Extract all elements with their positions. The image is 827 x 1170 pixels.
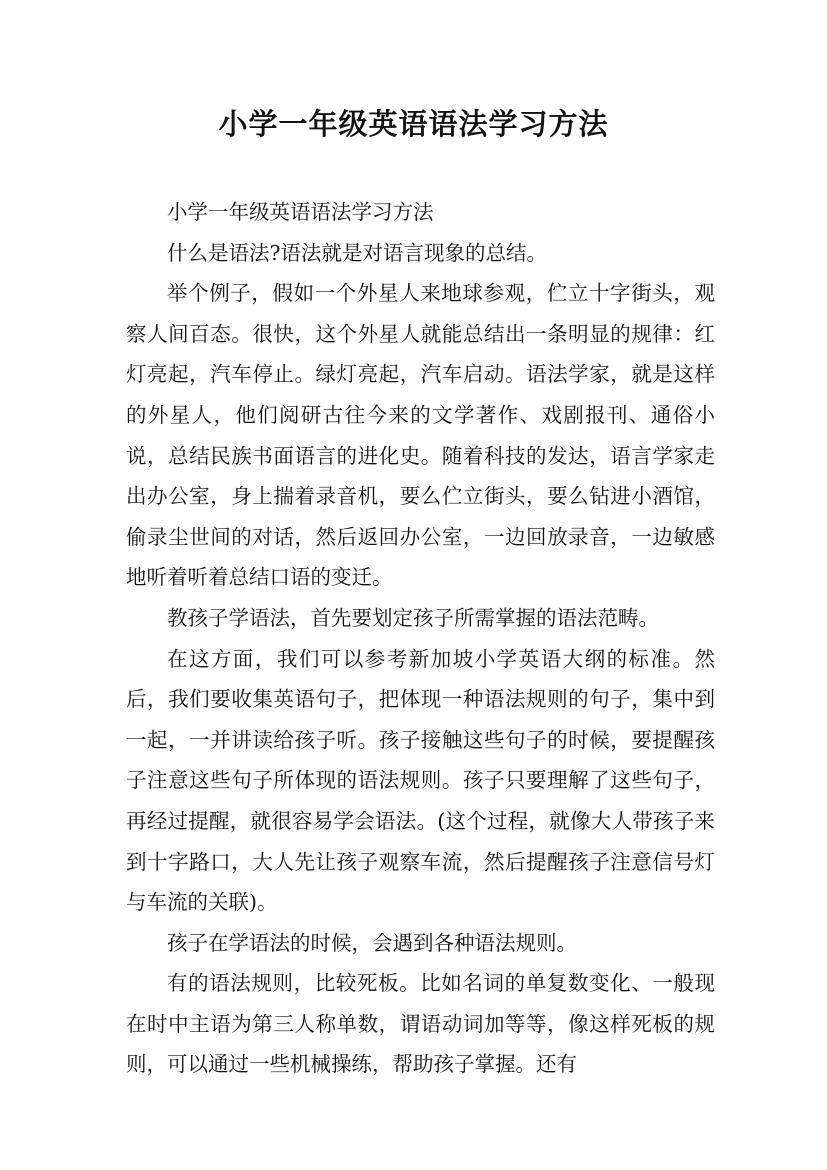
paragraph-singapore-syllabus: 在这方面，我们可以参考新加坡小学英语大纲的标准。然后，我们要收集英语句子，把体现一种语法规则的句子，集中到一起，一并讲读给孩子听。孩子接触这些句子的时候，要提醒孩子注意这些句子所体现的语法规则。孩子只要理解了这些句子，再经过提醒，就很容易学会语法。(这个过程，就像大人带孩子来到十字路口，大人先让孩子观察车流，然后提醒孩子注意信号灯与车流的关联)。 xyxy=(126,646,715,915)
paragraph-define-scope: 教孩子学语法，首先要划定孩子所需掌握的语法范畴。 xyxy=(167,605,659,630)
paragraph-alien-example: 举个例子，假如一个外星人来地球参观，伫立十字街头，观察人间百态。很快，这个外星人就能总结出一条明显的规律：红灯亮起，汽车停止。绿灯亮起，汽车启动。语法学家，就是这样的外星人，他们阅研古往今来的文学著作、戏剧报刊、通俗小说，总结民族书面语言的进化史。随着科技的发达，语言学家走出办公室，身上揣着录音机，要么伫立街头，要么钻进小酒馆，偷录尘世间的对话，然后返回办公室，一边回放录音，一边敏感地听着听着总结口语的变迁。 xyxy=(126,281,715,590)
document-title: 小学一年级英语语法学习方法 xyxy=(218,107,609,141)
document-body xyxy=(126,192,715,1085)
paragraph-rigid-rules: 有的语法规则，比较死板。比如名词的单复数变化、一般现在时中主语为第三人称单数，谓语动词加等等，像这样死板的规则，可以通过一些机械操练，帮助孩子掌握。还有 xyxy=(126,971,715,1077)
paragraph-grammar-rules: 孩子在学语法的时候，会遇到各种语法规则。 xyxy=(167,930,577,955)
paragraph-what-is-grammar: 什么是语法?语法就是对语言现象的总结。 xyxy=(167,240,547,265)
paragraph-heading-repeat: 小学一年级英语语法学习方法 xyxy=(167,200,434,224)
